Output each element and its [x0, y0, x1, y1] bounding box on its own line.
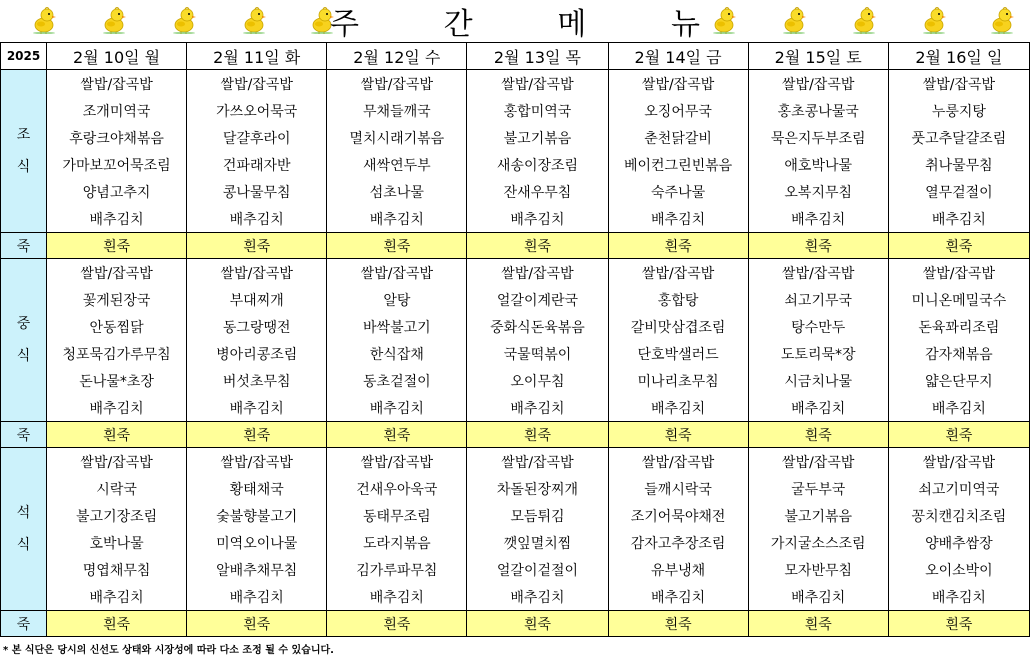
porridge-item: 흰죽	[187, 233, 327, 259]
menu-item: 한식잡채	[327, 340, 467, 367]
chick-icon	[782, 6, 806, 34]
menu-item: 버섯초무침	[187, 367, 327, 394]
menu-item: 알배추채무침	[187, 556, 327, 583]
menu-item: 쌀밥/잡곡밥	[187, 259, 327, 287]
porridge-label: 죽	[1, 233, 47, 259]
menu-item: 쌀밥/잡곡밥	[467, 259, 608, 287]
menu-item: 섬초나물	[327, 178, 467, 205]
menu-item: 콩나물무침	[187, 178, 327, 205]
menu-item: 돈나물*초장	[47, 367, 187, 394]
menu-item: 배추김치	[187, 394, 327, 422]
footnote: * 본 식단은 당시의 신선도 상태와 시장성에 따라 다소 조정 될 수 있습니다.	[3, 645, 334, 656]
menu-item: 배추김치	[467, 205, 608, 233]
menu-item: 무채들깨국	[327, 97, 467, 124]
menu-item: 중화식돈육볶음	[467, 313, 608, 340]
menu-item: 배추김치	[888, 394, 1029, 422]
menu-item: 동그랑땡전	[187, 313, 327, 340]
menu-item: 조개미역국	[47, 97, 187, 124]
menu-item: 갈비맛삼겹조림	[608, 313, 748, 340]
menu-item: 동태무조림	[327, 502, 467, 529]
porridge-item: 흰죽	[327, 233, 467, 259]
menu-item: 배추김치	[47, 205, 187, 233]
menu-row	[1, 205, 1030, 233]
menu-item: 배추김치	[47, 394, 187, 422]
menu-item: 배추김치	[888, 583, 1029, 611]
menu-item: 새송이장조림	[467, 151, 608, 178]
day-header: 2월 11일 화	[187, 43, 327, 70]
menu-item: 탕수만두	[748, 313, 888, 340]
menu-row	[1, 583, 1030, 611]
chick-icon	[712, 6, 736, 34]
title-char: 간	[443, 7, 473, 42]
day-header: 2월 12일 수	[327, 43, 467, 70]
menu-item: 동초겉절이	[327, 367, 467, 394]
menu-row	[1, 367, 1030, 394]
menu-item: 가마보꼬어묵조림	[47, 151, 187, 178]
menu-item: 쌀밥/잡곡밥	[187, 70, 327, 98]
menu-item: 도라지볶음	[327, 529, 467, 556]
chick-icon	[102, 6, 126, 34]
menu-item: 베이컨그린빈볶음	[608, 151, 748, 178]
menu-item: 배추김치	[748, 394, 888, 422]
menu-table	[0, 42, 1030, 637]
menu-item: 풋고추달걀조림	[888, 124, 1029, 151]
menu-row	[1, 475, 1030, 502]
menu-item: 돈육꽈리조림	[888, 313, 1029, 340]
menu-item: 감자고추장조림	[608, 529, 748, 556]
menu-row	[1, 259, 1030, 287]
porridge-item: 흰죽	[47, 422, 187, 448]
menu-item: 배추김치	[467, 394, 608, 422]
menu-item: 감자채볶음	[888, 340, 1029, 367]
menu-item: 알탕	[327, 286, 467, 313]
day-header: 2월 10일 월	[47, 43, 187, 70]
menu-item: 달걀후라이	[187, 124, 327, 151]
menu-item: 오징어무국	[608, 97, 748, 124]
menu-item: 가쓰오어묵국	[187, 97, 327, 124]
menu-item: 쌀밥/잡곡밥	[467, 70, 608, 98]
menu-item: 멸치시래기볶음	[327, 124, 467, 151]
menu-item: 부대찌개	[187, 286, 327, 313]
menu-item: 배추김치	[327, 583, 467, 611]
menu-item: 시금치나물	[748, 367, 888, 394]
menu-item: 배추김치	[608, 394, 748, 422]
menu-item: 배추김치	[748, 583, 888, 611]
menu-item: 쇠고기미역국	[888, 475, 1029, 502]
menu-item: 양념고추지	[47, 178, 187, 205]
porridge-row	[1, 233, 1030, 259]
porridge-item: 흰죽	[47, 611, 187, 637]
menu-item: 배추김치	[187, 583, 327, 611]
menu-item: 꽁치캔김치조림	[888, 502, 1029, 529]
menu-item: 숯불향불고기	[187, 502, 327, 529]
menu-row	[1, 178, 1030, 205]
porridge-item: 흰죽	[187, 422, 327, 448]
menu-item: 청포묵김가루무침	[47, 340, 187, 367]
meal-label	[1, 448, 47, 611]
menu-item: 건새우아욱국	[327, 475, 467, 502]
menu-item: 배추김치	[187, 205, 327, 233]
menu-item: 쌀밥/잡곡밥	[888, 259, 1029, 287]
menu-item: 도토리묵*장	[748, 340, 888, 367]
menu-item: 명엽채무침	[47, 556, 187, 583]
menu-item: 쌀밥/잡곡밥	[608, 70, 748, 98]
meal-label-char: 식	[16, 537, 31, 553]
menu-item: 얇은단무지	[888, 367, 1029, 394]
menu-item: 안동찜닭	[47, 313, 187, 340]
menu-item: 쌀밥/잡곡밥	[888, 448, 1029, 476]
menu-item: 건파래자반	[187, 151, 327, 178]
chick-icon	[32, 6, 56, 34]
porridge-item: 흰죽	[748, 611, 888, 637]
porridge-row	[1, 611, 1030, 637]
year-cell: 2025	[1, 43, 47, 70]
meal-label-char: 식	[16, 348, 31, 364]
page-title	[330, 2, 700, 40]
chick-icon	[922, 6, 946, 34]
menu-item: 숙주나물	[608, 178, 748, 205]
menu-item: 미나리초무침	[608, 367, 748, 394]
menu-item: 얼갈이겉절이	[467, 556, 608, 583]
menu-item: 배추김치	[327, 394, 467, 422]
menu-item: 배추김치	[888, 205, 1029, 233]
porridge-item: 흰죽	[888, 233, 1029, 259]
menu-item: 불고기장조림	[47, 502, 187, 529]
menu-item: 배추김치	[467, 583, 608, 611]
menu-item: 쌀밥/잡곡밥	[888, 70, 1029, 98]
porridge-item: 흰죽	[748, 233, 888, 259]
menu-item: 굴두부국	[748, 475, 888, 502]
menu-item: 미역오이나물	[187, 529, 327, 556]
meal-label-char: 조	[16, 127, 31, 143]
menu-item: 병아리콩조림	[187, 340, 327, 367]
title-char: 주	[330, 7, 359, 42]
menu-item: 쌀밥/잡곡밥	[467, 448, 608, 476]
chick-icon	[852, 6, 876, 34]
menu-item: 쌀밥/잡곡밥	[187, 448, 327, 476]
porridge-label: 죽	[1, 611, 47, 637]
menu-item: 묵은지두부조림	[748, 124, 888, 151]
porridge-item: 흰죽	[888, 611, 1029, 637]
menu-item: 불고기볶음	[467, 124, 608, 151]
chick-icon	[242, 6, 266, 34]
menu-item: 쌀밥/잡곡밥	[748, 259, 888, 287]
menu-item: 쌀밥/잡곡밥	[327, 259, 467, 287]
porridge-item: 흰죽	[467, 422, 608, 448]
menu-item: 잔새우무침	[467, 178, 608, 205]
day-header: 2월 14일 금	[608, 43, 748, 70]
menu-row	[1, 502, 1030, 529]
menu-item: 후랑크야채볶음	[47, 124, 187, 151]
menu-item: 배추김치	[608, 583, 748, 611]
meal-label	[1, 259, 47, 422]
menu-item: 홍초콩나물국	[748, 97, 888, 124]
menu-item: 새싹연두부	[327, 151, 467, 178]
porridge-item: 흰죽	[608, 233, 748, 259]
menu-item: 배추김치	[608, 205, 748, 233]
porridge-item: 흰죽	[888, 422, 1029, 448]
meal-label-char: 식	[16, 159, 31, 175]
menu-item: 쌀밥/잡곡밥	[47, 448, 187, 476]
menu-item: 취나물무침	[888, 151, 1029, 178]
menu-item: 모듬튀김	[467, 502, 608, 529]
menu-item: 홍합미역국	[467, 97, 608, 124]
menu-item: 쌀밥/잡곡밥	[748, 448, 888, 476]
menu-row	[1, 286, 1030, 313]
porridge-item: 흰죽	[608, 611, 748, 637]
menu-item: 춘천닭갈비	[608, 124, 748, 151]
menu-item: 오복지무침	[748, 178, 888, 205]
porridge-item: 흰죽	[47, 233, 187, 259]
porridge-item: 흰죽	[467, 233, 608, 259]
menu-item: 바싹불고기	[327, 313, 467, 340]
menu-item: 오이소박이	[888, 556, 1029, 583]
day-header: 2월 16일 일	[888, 43, 1029, 70]
meal-label-char: 중	[16, 316, 31, 332]
porridge-item: 흰죽	[327, 422, 467, 448]
header-row	[1, 43, 1030, 70]
porridge-row	[1, 422, 1030, 448]
menu-item: 애호박나물	[748, 151, 888, 178]
menu-row	[1, 448, 1030, 476]
menu-item: 쌀밥/잡곡밥	[748, 70, 888, 98]
menu-row	[1, 313, 1030, 340]
porridge-label: 죽	[1, 422, 47, 448]
meal-label	[1, 70, 47, 233]
menu-item: 누룽지탕	[888, 97, 1029, 124]
menu-item: 김가루파무침	[327, 556, 467, 583]
day-header: 2월 13일 목	[467, 43, 608, 70]
porridge-item: 흰죽	[608, 422, 748, 448]
menu-row	[1, 340, 1030, 367]
menu-row	[1, 151, 1030, 178]
day-header: 2월 15일 토	[748, 43, 888, 70]
menu-item: 조기어묵야채전	[608, 502, 748, 529]
menu-row	[1, 97, 1030, 124]
menu-item: 국물떡볶이	[467, 340, 608, 367]
menu-item: 들깨시락국	[608, 475, 748, 502]
menu-item: 불고기볶음	[748, 502, 888, 529]
menu-item: 쌀밥/잡곡밥	[327, 70, 467, 98]
menu-item: 시락국	[47, 475, 187, 502]
menu-item: 쌀밥/잡곡밥	[47, 259, 187, 287]
menu-item: 꽃게된장국	[47, 286, 187, 313]
menu-item: 배추김치	[327, 205, 467, 233]
menu-item: 모자반무침	[748, 556, 888, 583]
chick-icon	[172, 6, 196, 34]
menu-row	[1, 556, 1030, 583]
menu-item: 단호박샐러드	[608, 340, 748, 367]
header	[0, 0, 1030, 42]
porridge-item: 흰죽	[327, 611, 467, 637]
menu-item: 홍합탕	[608, 286, 748, 313]
menu-item: 호박나물	[47, 529, 187, 556]
menu-row	[1, 124, 1030, 151]
menu-item: 쌀밥/잡곡밥	[327, 448, 467, 476]
menu-row	[1, 70, 1030, 98]
menu-item: 양배추쌈장	[888, 529, 1029, 556]
chick-icon	[990, 6, 1014, 34]
menu-item: 차돌된장찌개	[467, 475, 608, 502]
menu-item: 쇠고기무국	[748, 286, 888, 313]
meal-label-char: 석	[16, 505, 31, 521]
menu-item: 쌀밥/잡곡밥	[47, 70, 187, 98]
menu-item: 얼갈이계란국	[467, 286, 608, 313]
porridge-item: 흰죽	[748, 422, 888, 448]
menu-item: 가지굴소스조림	[748, 529, 888, 556]
menu-item: 쌀밥/잡곡밥	[608, 259, 748, 287]
menu-item: 황태채국	[187, 475, 327, 502]
menu-item: 열무겉절이	[888, 178, 1029, 205]
menu-row	[1, 529, 1030, 556]
menu-item: 배추김치	[748, 205, 888, 233]
porridge-item: 흰죽	[187, 611, 327, 637]
title-char: 뉴	[671, 7, 700, 42]
menu-item: 미니온메밀국수	[888, 286, 1029, 313]
menu-row	[1, 394, 1030, 422]
menu-item: 오이무침	[467, 367, 608, 394]
menu-item: 유부냉채	[608, 556, 748, 583]
title-char: 메	[557, 7, 587, 42]
porridge-item: 흰죽	[467, 611, 608, 637]
menu-item: 배추김치	[47, 583, 187, 611]
menu-item: 깻잎멸치찜	[467, 529, 608, 556]
menu-item: 쌀밥/잡곡밥	[608, 448, 748, 476]
